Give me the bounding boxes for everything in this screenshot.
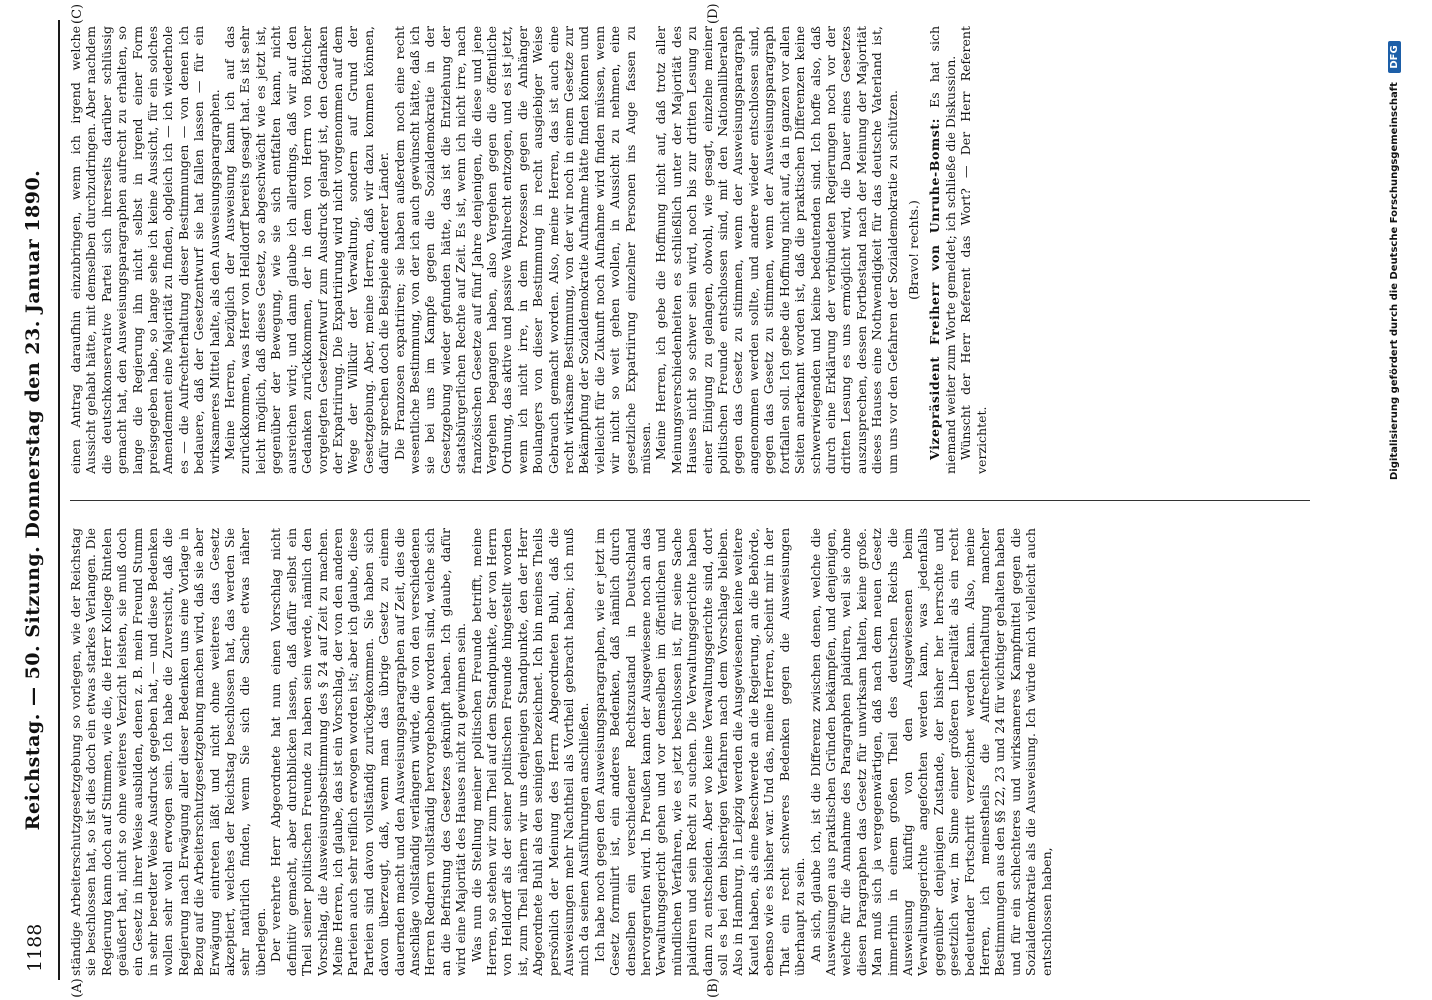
digitization-credit	[1388, 10, 1410, 480]
closing-question: Wünscht der Herr Referent das Wort? — Der Herr Referent verzichtet.	[958, 26, 989, 474]
closing-paragraph	[927, 26, 958, 474]
paragraph: Ich habe noch gegen den Ausweisungsparagraphen, wie er jetzt im Gesetz formulirt ist, ein anderes Bedenken, daß nämlich durch denselben ein verschiedener Rechtszustand in Deutschland hervorgerufen wird. In Preußen kann der Ausgewiesene noch an das Verwaltungsgericht gehen und vor demselben im öffentlichen und mündlichen Verfahren, wie es jetzt beschlossen ist, für seine Sache plaidiren und sein Recht zu suchen. Die Verwaltungsgerichte haben dann zu entscheiden. Aber wo keine Verwaltungsgerichte sind, dort soll es bei dem bisherigen Verfahren nach dem Vorschlage bleiben. Also in Hamburg, in Leipzig werden die Ausgewiesenen keine weitere Kautel haben, als eine Beschwerde an die Regierung, an die Behörde, ebenso wie es bisher war. Und das, meine Herren, scheint mir in der That ein recht schweres Bedenken gegen die Ausweisungen überhaupt zu sein.	[591, 528, 808, 976]
page-number: 1188	[24, 923, 46, 972]
left-column	[68, 528, 1316, 976]
dfg-logo: DFG	[1388, 41, 1401, 72]
closing-text: Es hat sich niemand weiter zum Worte gemeldet; ich schließe die Diskussion.	[927, 26, 958, 474]
right-column	[68, 26, 1316, 474]
page-header	[20, 20, 56, 980]
paragraph: Der verehrte Herr Abgeordnete hat nun einen Vorschlag nicht definitiv gemacht, aber durchblicken lassen, daß dafür selbst ein Theil seiner politischen Freunde zu haben sein werde, nämlich den Vorschlag, die Ausweisungsbestimmung des § 24 auf Zeit zu machen. Meine Herren, ich glaube, das ist ein Vorschlag, der von den anderen Parteien auch sehr reiflich erwogen worden ist; aber ich glaube, diese Parteien sind davon vollständig zurückgekommen. Sie haben sich davon überzeugt, daß, wenn man das übrige Gesetz zu einem dauernden macht und den Ausweisungsparagraphen auf Zeit, dies die Anschläge vollständig verlängern würde, die von den verschiedenen Herren Rednern vollständig hervorgehoben worden sind, welche sich an die Befristung des Gesetzes geknüpft haben. Ich glaube, dafür wird eine Majorität des Hauses nicht zu gewinnen sein.	[268, 528, 469, 976]
speaker-name: Vizepräsident Freiherr von Unruhe-Bomst:	[927, 118, 943, 460]
paragraph: einen Antrag daraufhin einzubringen, wenn ich irgend welche Aussicht gehabt hätte, mit demselben durchzudringen. Aber nachdem die deutschkonservative Partei sich ihrerseits darüber schlüssig gemacht hat, den Ausweisungsparagraphen aufrecht zu erhalten, so lange die Regierung ihn nicht selbst in irgend einer Form preisgegeben habe, so lange sehe ich keine Aussicht, für ein solches Amendement eine Majorität zu finden, obgleich ich — ich wiederhole es — die Aufrechterhaltung dieser Bestimmungen — von denen ich bedauere, daß der Gesetzentwurf sie hat fallen lassen — für ein wirksameres Mittel halte, als den Ausweisungsparagraphen.	[68, 26, 222, 474]
paragraph: Was nun die Stellung meiner politischen Freunde betrifft, meine Herren, so stehen wir zum Theil auf dem Standpunkte, der von Herrn von Helldorff als der seiner politischen Freunde hingestellt worden ist, zum Theil nähern wir uns denjenigen Standpunkte, den der Herr Abgeordnete Buhl als den seinigen bezeichnet. Ich bin meines Theils persönlich der Meinung des Herrn Abgeordneten Buhl, daß die Ausweisungen mehr Nachtheil als Vortheil gebracht haben; ich muß mich da seinen Ausführungen anschließen.	[468, 528, 592, 976]
credit-text: Digitalisierung gefördert durch die Deutsche Forschungsgemeinschaft	[1389, 82, 1400, 480]
margin-marker-d: (D)	[706, 3, 721, 24]
margin-marker-b: (B)	[706, 978, 721, 998]
header-rule	[58, 20, 60, 980]
applause-note: (Bravo! rechts.)	[905, 200, 921, 300]
paragraph: Die Franzosen expatriiren; sie haben außerdem noch eine recht wesentliche Bestimmung, von der ich auch gewünscht hätte, daß ich sie bei uns im Kampfe gegen die Sozialdemokratie in der Gesetzgebung wieder gefunden hätte, das ist die Entziehung der staatsbürgerlichen Rechte auf Zeit. Es ist, wenn ich nicht irre, nach französischen Gesetze auf fünf Jahre denjenigen, die diese und jene Vergehen begangen haben, also Vergehen gegen die öffentliche Ordnung, das aktive und passive Wahlrecht entzogen, und es ist jetzt, wenn ich nicht irre, in dem Prozessen gegen die Anhänger Boulangers von dieser Bestimmung in recht ausgiebiger Weise Gebrauch gemacht worden. Also, meine Herren, das ist auch eine recht wirksame Bestimmung, von der wir noch in einem Gesetze zur Bekämpfung der Sozialdemokratie Aufnahme hätte finden können und vielleicht für die Zukunft noch Aufnahme wird finden müssen, wenn wir nicht so weit gehen wollen, in Aussicht zu nehmen, eine gesetzliche Expatriirung einzelner Personen ins Auge fassen zu müssen.	[391, 26, 654, 474]
paragraph: ständige Arbeiterschutzgesetzgebung so vorlegen, wie der Reichstag sie beschlossen hat, so ist dies doch ein etwas starkes Verlangen. Die Regierung kann doch auf Stimmen, wie die, die Herr Kollege Rintelen geäußert hat, nicht so ohne weiteres Verzicht leisten, sie muß doch ein Gesetz in ihrer Weise ausbilden, denen z. B. mein Freund Stumm in sehr beredter Weise Ausdruck gegeben hat, — und diese Bedenken wollen sehr wohl erwogen sein. Ich habe die Zuversicht, daß die Regierung nach Erwägung aller dieser Bedenken uns eine Vorlage in Bezug auf die Arbeiterschutzgesetzgebung machen wird, daß sie aber Erwägung eintreten läßt und nicht ohne weiteres das Gesetz akzeptiert, welches der Reichstag beschlossen hat, das werden Sie sehr natürlich finden, wenn Sie sich die Sache etwas näher überlegen.	[68, 528, 268, 976]
paragraph: Meine Herren, bezüglich der Ausweisung kann ich auf das zurückkommen, was Herr von Helldorff bereits gesagt hat. Es ist sehr leicht möglich, daß dieses Gesetz, so abgeschwächt wie es jetzt ist, gegenüber der Bewegung, wie sie sich entfalten kann, nicht ausreichen wird; und dann glaube ich allerdings, daß wir auf den Gedanken zurückkommen, der in dem von Herrn von Bötticher vorgelegten Gesetzentwurf zum Ausdruck gelangt ist, den Gedanken der Expatriirung. Die Expatriirung wird nicht vorgenommen auf dem Wege der Willkür der Verwaltung, sondern auf Grund der Gesetzgebung. Aber, meine Herren, daß wir dazu kommen können, dafür sprechen doch die Beispiele anderer Länder.	[222, 26, 392, 474]
running-title: Reichstag. — 50. Sitzung. Donnerstag den 23. Januar 1890.	[22, 169, 44, 831]
paragraph: Meine Herren, ich gebe die Hoffnung nicht auf, daß trotz aller Meinungsverschiedenheiten es schließlich unter der Majorität des Hauses nicht so schwer sein wird, noch bis zur dritten Lesung zu einer Einigung zu gelangen, obwohl, wie gesagt, einzelne meiner politischen Freunde entschlossen sind, mit den Nationalliberalen gegen das Gesetz zu stimmen, wenn der Ausweisungsparagraph angenommen werden sollte, und andere wieder entschlossen sind, gegen das Gesetz zu stimmen, wenn der Ausweisungsparagraph fortfallen soll. Ich gebe die Hoffnung nicht auf, da in ganzen vor allen Seiten anerkannt worden ist, daß die praktischen Differenzen keine schwerwiegenden und keine bedeutenden sind. Ich hoffe also, daß durch eine Erklärung der verbündeten Regierungen noch vor der dritten Lesung es uns ermöglicht wird, die Dauer eines Gesetzes auszusprechen, dessen Fortbestand nach der Meinung der Majorität dieses Hauses eine Nothwendigkeit für das deutsche Vaterland ist, um uns vor den Gefahren der Sozialdemokratie zu schützen.	[653, 26, 900, 474]
paragraph: An sich, glaube ich, ist die Differenz zwischen denen, welche die Ausweisungen aus praktischen Gründen bekämpfen, und denjenigen, welche für die Annahme des Paragraphen plaidiren, weil sie ohne diesen Paragraphen das Gesetz für unwirksam halten, keine große. Man muß sich ja vergegenwärtigen, daß nach dem neuen Gesetz immerhin in einem großen Theil des deutschen Reichs die Ausweisung künftig von den Ausgewiesenen beim Verwaltungsgerichte angefochten werden kann, was jedenfalls gegenüber denjenigen Zustande, der bisher her herrschte und gesetzlich war, im Sinne einer größeren Liberalität als ein recht bedeutender Fortschritt verzeichnet werden kann. Also, meine Herren, ich meinestheils die Aufrechterhaltung mancher Bestimmungen aus den §§ 22, 23 und 24 für wichtiger gehalten haben und für ein schlechteres und wirksameres Kampfmittel gegen die Sozialdemokratie als die Ausweisung. Ich würde mich vielleicht auch entschlossen haben,	[807, 528, 1054, 976]
margin-marker-c: (C)	[70, 3, 85, 24]
margin-marker-a: (A)	[70, 978, 85, 998]
column-divider	[70, 500, 1310, 501]
